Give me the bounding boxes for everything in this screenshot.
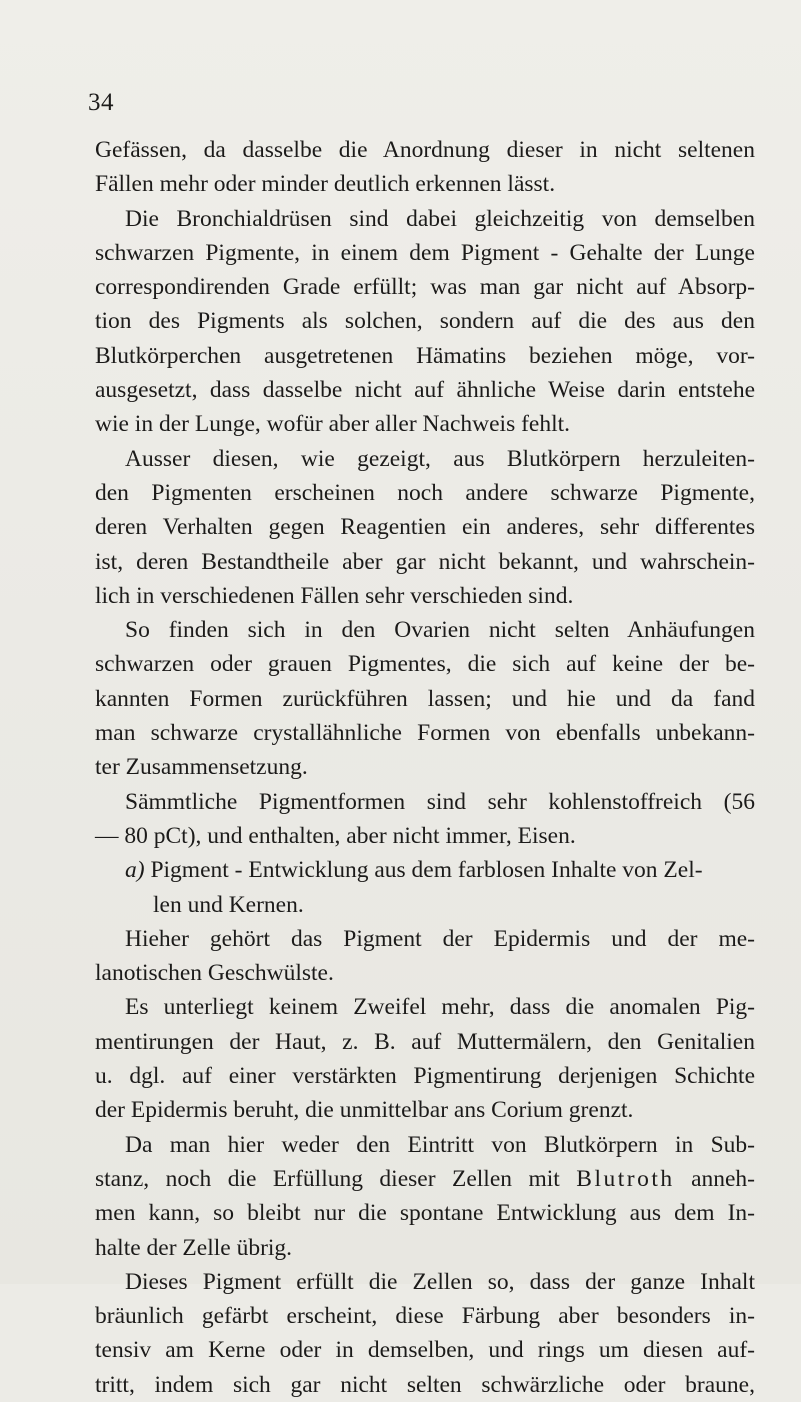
text-line: Ausser diesen, wie gezeigt, aus Blutkörpern herzuleiten- [125,445,755,472]
text-line: tion des Pigments als solchen, sondern auf die des aus den [95,308,755,335]
text-line: bräunlich gefärbt erscheint, diese Färbung aber besonders in- [95,1303,755,1330]
text-line: ausgesetzt, dass dasselbe nicht auf ähnliche Weise darin entstehe [95,377,755,404]
section-heading-line [95,853,755,887]
text-line: — 80 pCt), und enthalten, aber nicht immer, Eisen. [95,822,576,849]
text-line: der Epidermis beruht, die unmittelbar ans Corium grenzt. [95,1097,634,1124]
text-line: halte der Zelle übrig. [95,1234,293,1261]
text-line: Es unterliegt keinem Zweifel mehr, dass die anomalen Pig- [125,994,755,1021]
text-line: Fällen mehr oder minder deutlich erkennen lässt. [95,171,556,198]
text-line: mentirungen der Haut, z. B. auf Muttermälern, den Genitalien [95,1028,755,1055]
text-line: schwarzen oder grauen Pigmentes, die sich auf keine der be- [95,651,755,678]
text-line: ist, deren Bestandtheile aber gar nicht bekannt, und wahrschein- [95,548,755,575]
text-line: schwarzen Pigmente, in einem dem Pigment - Gehalte der Lunge [95,239,755,266]
text-line: tritt, indem sich gar nicht selten schwärzliche oder braune, [95,1371,755,1398]
page-number: 34 [88,89,114,116]
body-text [95,133,755,1402]
text-line: ter Zusammensetzung. [95,754,308,781]
text-line: den Pigmenten erscheinen noch andere schwarze Pigmente, [95,479,755,506]
text-line: Dieses Pigment erfüllt die Zellen so, dass der ganze Inhalt [125,1268,755,1295]
text-line: lanotischen Geschwülste. [95,960,334,987]
text-line: Blutkörperchen ausgetretenen Hämatins beziehen möge, vor- [95,342,755,369]
text-line: men kann, so bleibt nur die spontane Entwicklung aus dem In- [95,1200,755,1227]
text-line: Hieher gehört das Pigment der Epidermis und der me- [125,925,755,952]
emphasized-term: Blutroth [576,1165,675,1192]
text-line: u. dgl. auf einer verstärkten Pigmentirung derjenigen Schichte [95,1063,755,1090]
section-heading-text: Pigment - Entwicklung aus dem farblosen Inhalte von Zel- [150,857,703,884]
text-line: Sämmtliche Pigmentformen sind sehr kohlenstoffreich (56 [125,788,755,815]
text-line: So finden sich in den Ovarien nicht selten Anhäufungen [125,617,755,644]
text-line: deren Verhalten gegen Reagentien ein anderes, sehr differentes [95,514,755,541]
text-line: Die Bronchialdrüsen sind dabei gleichzeitig von demselben [125,205,755,232]
text-segment: stanz, noch die Erfüllung dieser Zellen mit [95,1165,560,1192]
text-segment: anneh- [691,1165,755,1192]
text-line: man schwarze crystallähnliche Formen von ebenfalls unbekann- [95,720,755,747]
text-line: Da man hier weder den Eintritt von Blutkörpern in Sub- [125,1131,755,1158]
text-line: correspondirenden Grade erfüllt; was man gar nicht auf Absorp- [95,274,755,301]
text-line: Gefässen, da dasselbe die Anordnung dieser in nicht seltenen [95,137,755,163]
text-line [95,1162,755,1196]
section-label: a) [125,857,145,884]
text-line: lich in verschiedenen Fällen sehr verschieden sind. [95,582,574,609]
text-line: tensiv am Kerne oder in demselben, und rings um diesen auf- [95,1337,755,1364]
text-line: kannten Formen zurückführen lassen; und hie und da fand [95,685,755,712]
text-line: wie in der Lunge, wofür aber aller Nachweis fehlt. [95,411,571,438]
text-line: len und Kernen. [153,891,304,918]
